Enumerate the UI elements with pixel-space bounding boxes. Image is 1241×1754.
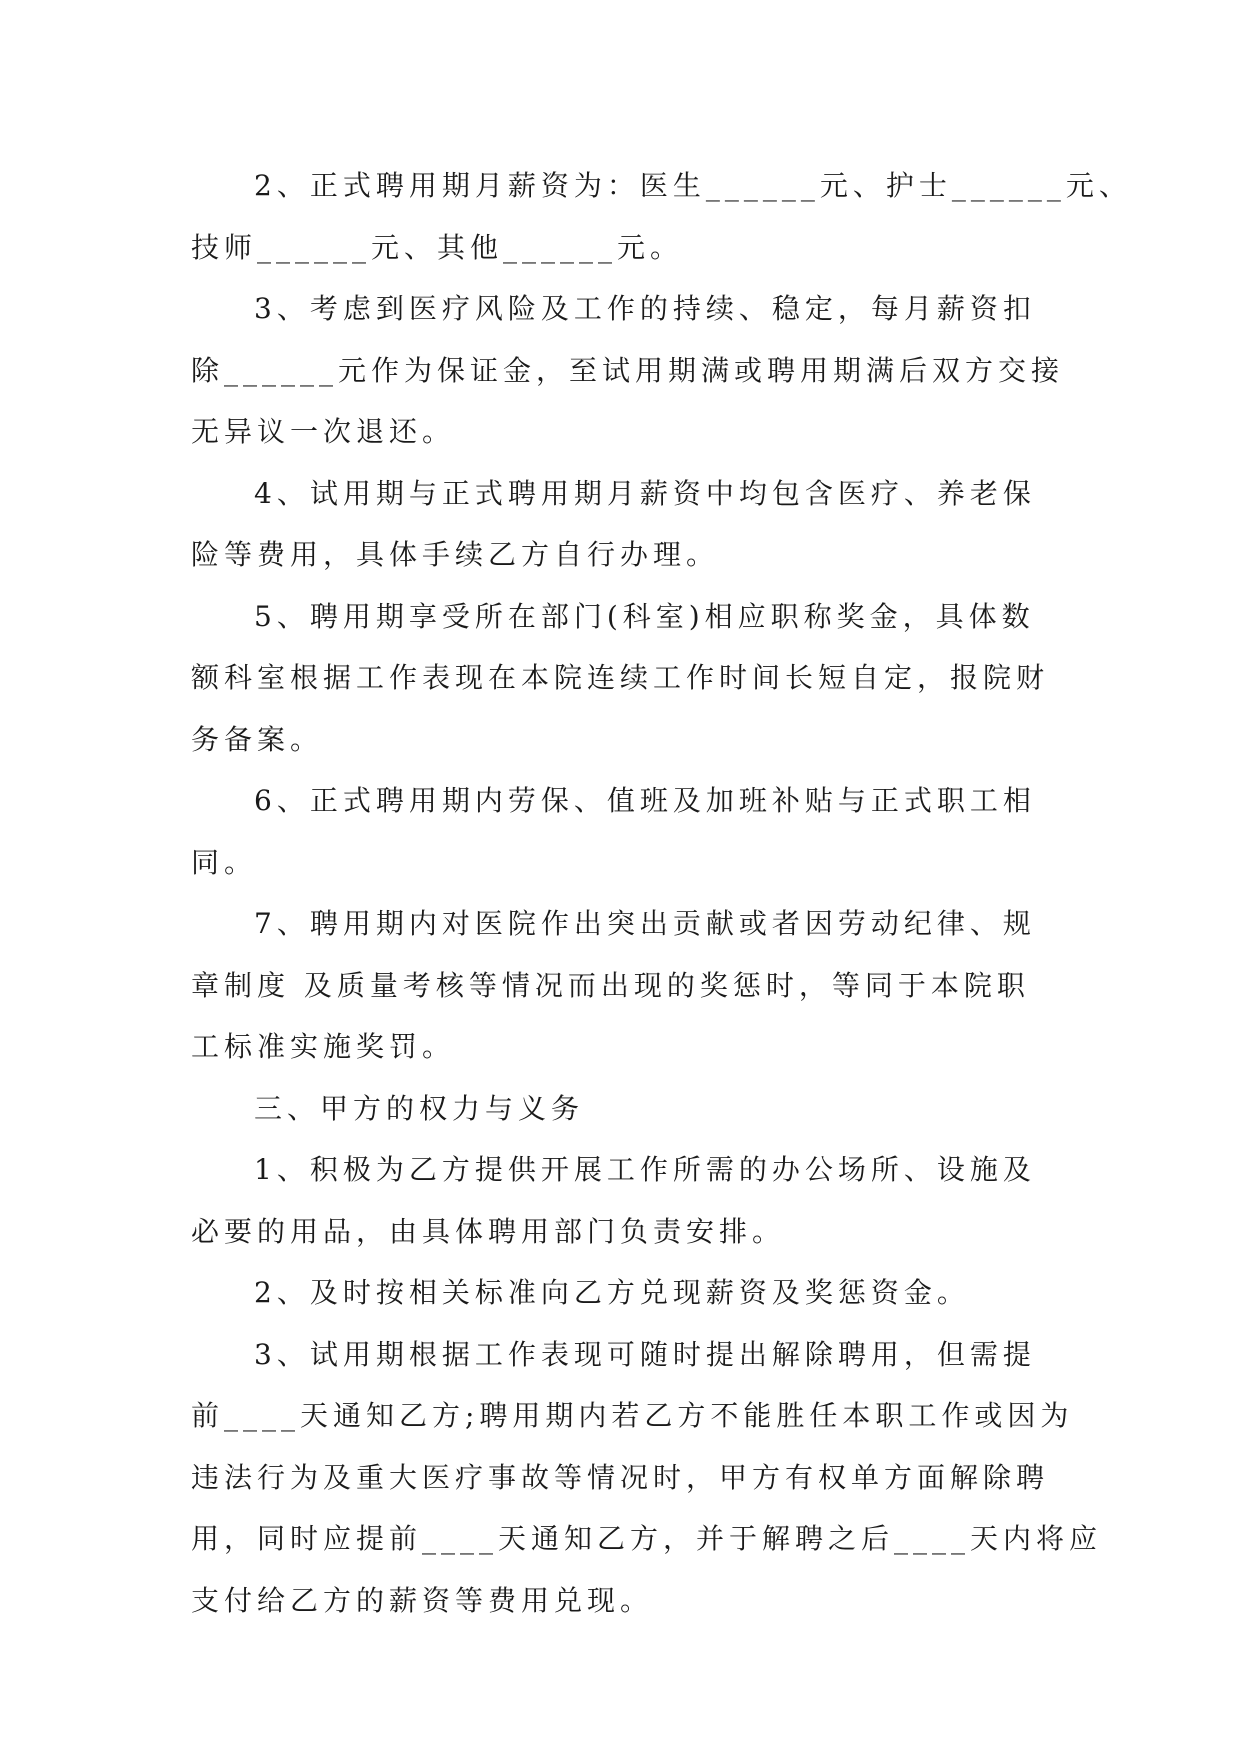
paragraph-line: 务备案。	[191, 722, 324, 756]
section-heading: 三、甲方的权力与义务	[254, 1091, 585, 1125]
paragraph-line: 同。	[191, 845, 258, 879]
paragraph-line: 章制度 及质量考核等情况而出现的奖惩时，等同于本院职	[191, 968, 1030, 1002]
paragraph-line: 6、正式聘用期内劳保、值班及加班补贴与正式职工相	[254, 784, 1036, 817]
paragraph-line: 7、聘用期内对医院作出突出贡献或者因劳动纪律、规	[254, 907, 1036, 940]
paragraph-line: 1、积极为乙方提供开展工作所需的办公场所、设施及	[254, 1153, 1036, 1186]
paragraph-line: 险等费用，具体手续乙方自行办理。	[191, 538, 720, 571]
document-body	[191, 155, 1132, 1631]
paragraph-line: 3、试用期根据工作表现可随时提出解除聘用，但需提	[254, 1337, 1036, 1371]
paragraph-line: 5、聘用期享受所在部门(科室)相应职称奖金，具体数	[254, 599, 1035, 633]
paragraph-line: 必要的用品，由具体聘用部门负责安排。	[191, 1214, 786, 1248]
paragraph-line: 4、试用期与正式聘用期月薪资中均包含医疗、养老保	[254, 476, 1036, 510]
paragraph-line: 违法行为及重大医疗事故等情况时，甲方有权单方面解除聘	[191, 1460, 1050, 1494]
paragraph-line: 额科室根据工作表现在本院连续工作时间长短自定，报院财	[191, 661, 1050, 694]
paragraph-line: 支付给乙方的薪资等费用兑现。	[191, 1583, 654, 1617]
paragraph-line: 2、及时按相关标准向乙方兑现薪资及奖惩资金。	[254, 1276, 970, 1309]
paragraph-line: 技师______元、其他______元。	[191, 230, 684, 264]
paragraph-line: 3、考虑到医疗风险及工作的持续、稳定，每月薪资扣	[254, 292, 1036, 325]
paragraph-line: 前____天通知乙方;聘用期内若乙方不能胜任本职工作或因为	[191, 1399, 1074, 1432]
paragraph-line: 除______元作为保证金，至试用期满或聘用期满后双方交接	[191, 353, 1065, 387]
paragraph-line: 2、正式聘用期月薪资为：医生______元、护士______元、	[254, 169, 1132, 202]
paragraph-line: 用，同时应提前____天通知乙方，并于解聘之后____天内将应	[191, 1522, 1103, 1555]
paragraph-line: 工标准实施奖罚。	[191, 1030, 456, 1063]
paragraph-line: 无异议一次退还。	[191, 415, 456, 448]
